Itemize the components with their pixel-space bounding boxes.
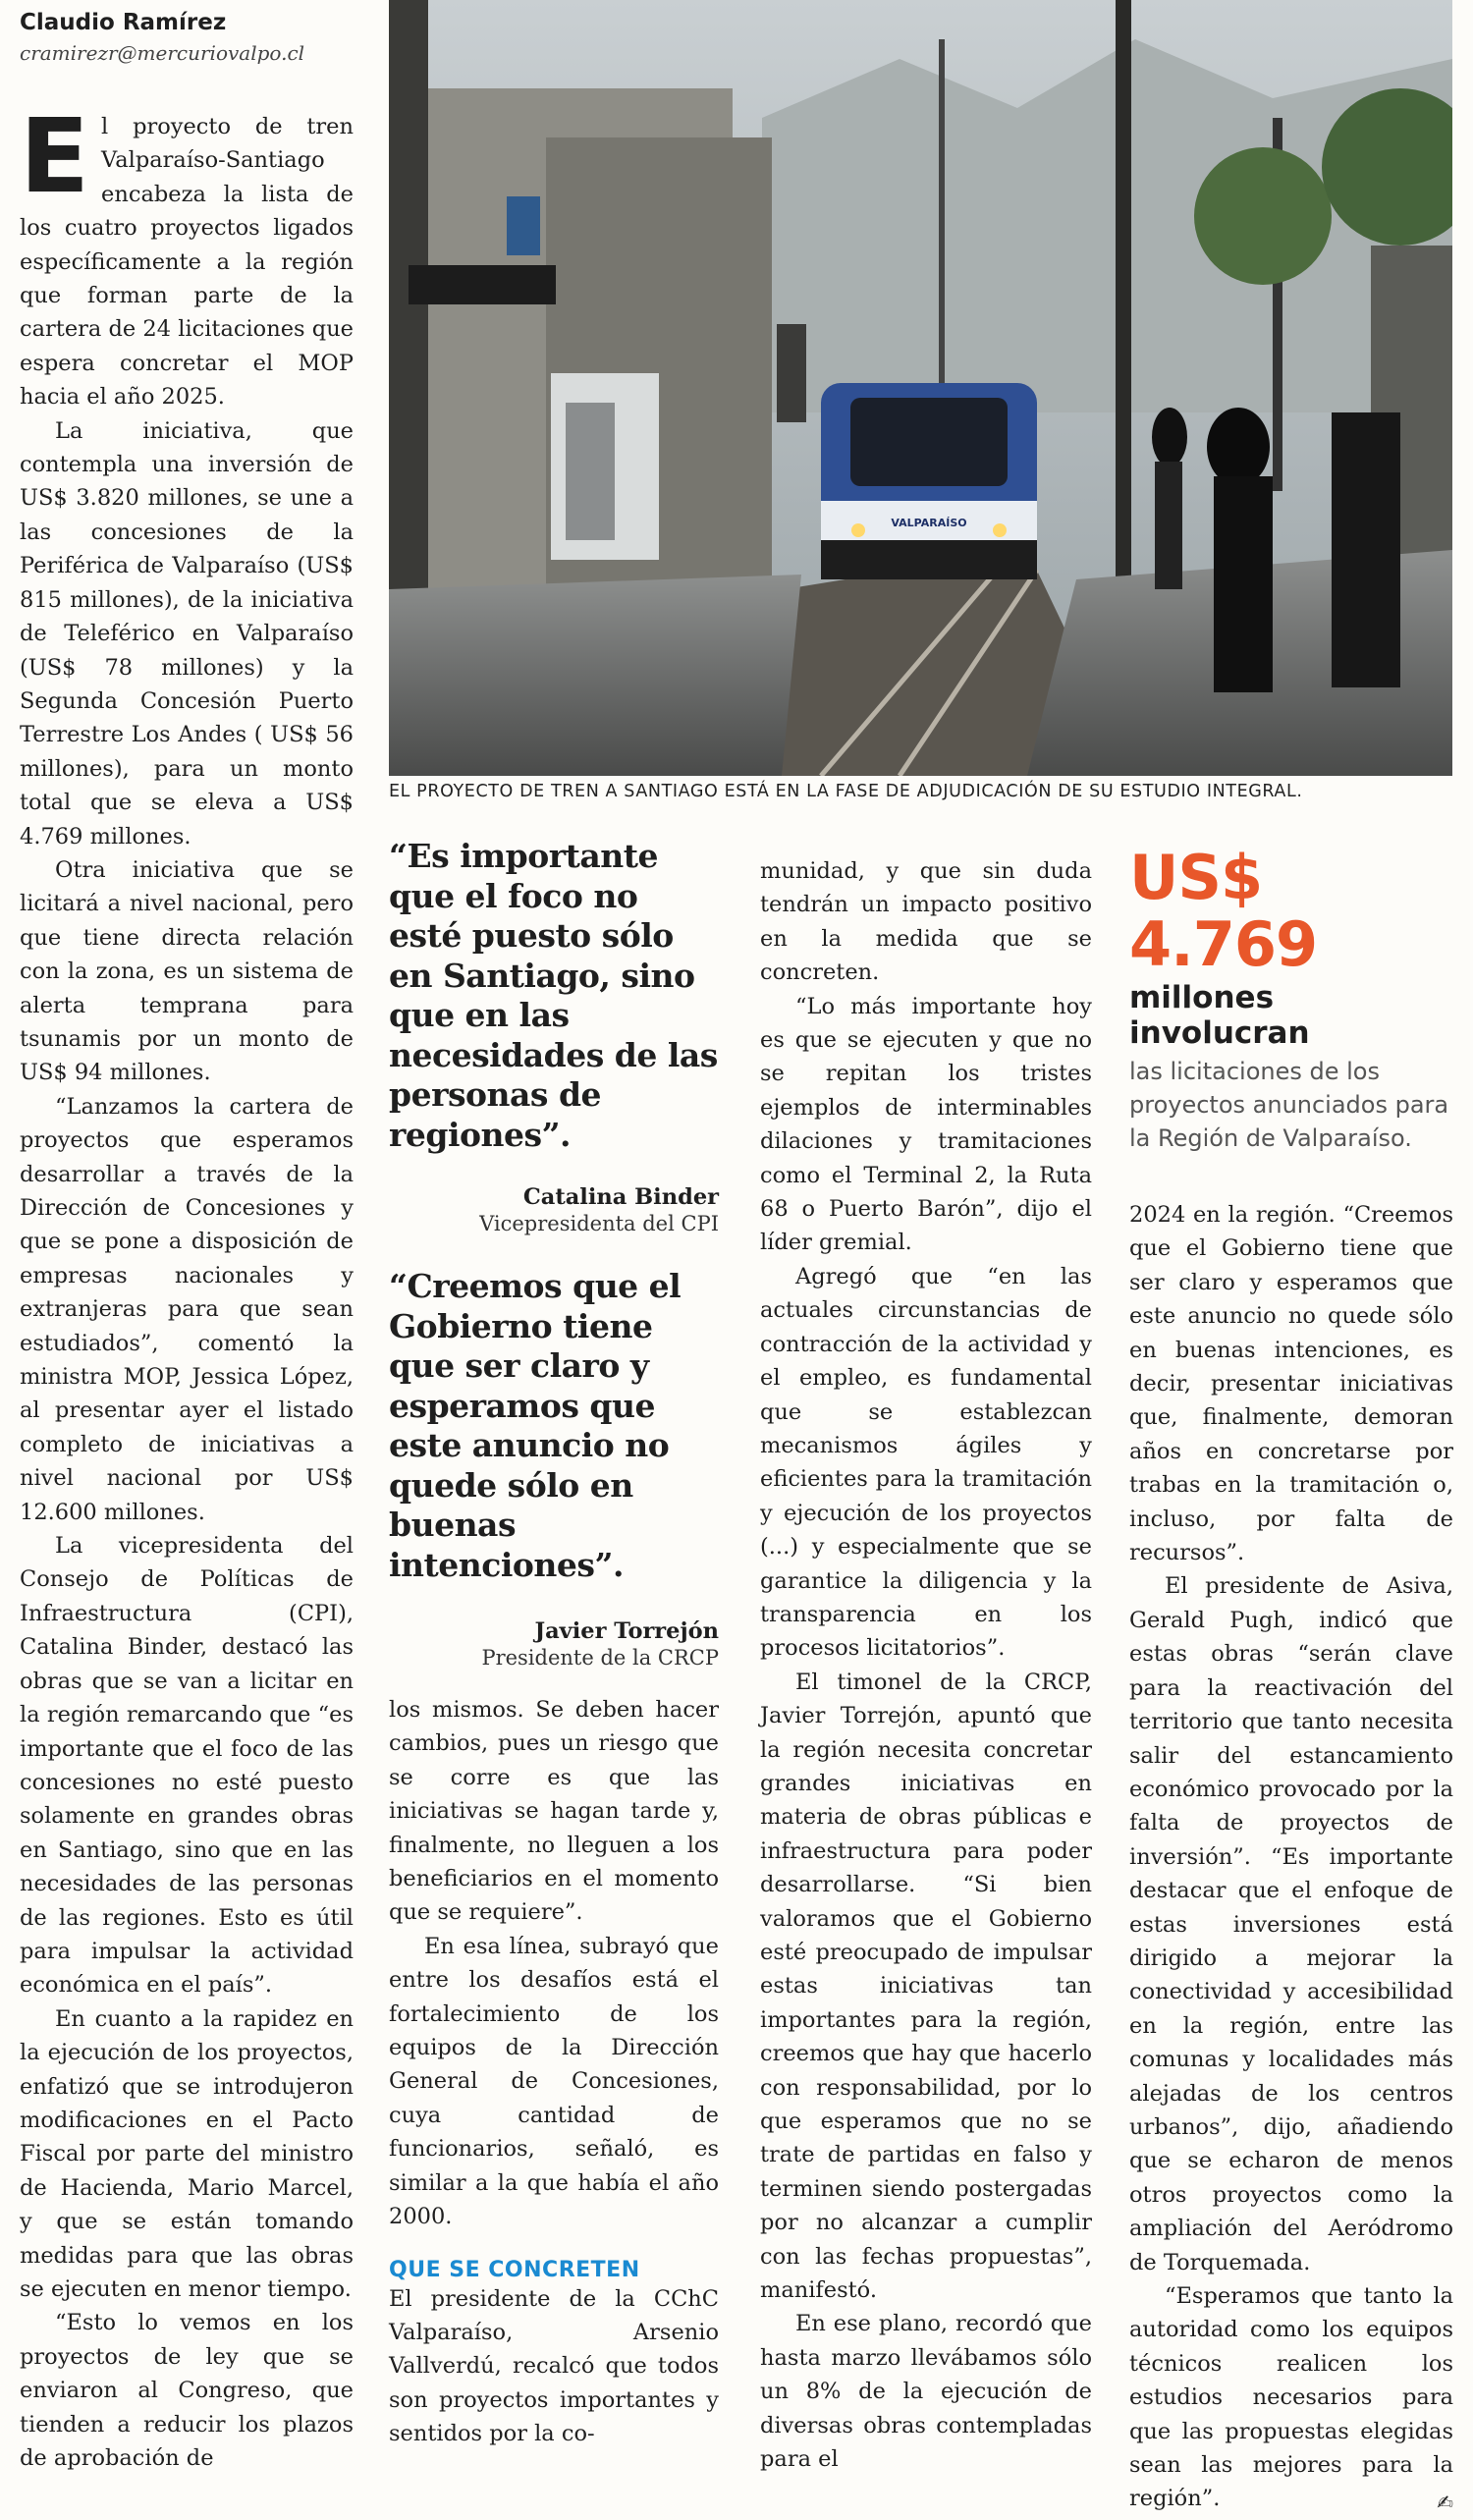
quote-1-role: Vicepresidenta del CPI bbox=[479, 1212, 719, 1235]
author-email[interactable]: cramirezr@mercuriovalpo.cl bbox=[20, 41, 305, 65]
key-figure-box bbox=[1129, 842, 1453, 1155]
train-sign: VALPARAÍSO bbox=[891, 517, 967, 529]
column-3 bbox=[760, 854, 1092, 2477]
paragraph: munidad, y que sin duda tendrán un impacto positivo en la medida que se concreten. bbox=[760, 858, 1092, 986]
section-subhead: QUE SE CONCRETEN bbox=[389, 2257, 640, 2282]
column-1 bbox=[20, 96, 354, 2475]
paragraph: los mismos. Se deben hacer cambios, pues un riesgo que se corre es que las iniciativas se hagan tarde y, finalmente, no lleguen a los beneficiarios en el momento que se requiere”. bbox=[389, 1697, 719, 1926]
paragraph: La vicepresidenta del Consejo de Políticas de Infraestructura (CPI), Catalina Binder, destacó las obras que se van a licitar en la región remarcando que “es importante que el foco de las concesiones no esté puesto solamente en grandes obras en Santiago, sino que en las necesidades de las personas de las regiones. Esto es útil para impulsar la actividad económica en el país”. bbox=[20, 1533, 354, 1999]
paragraph: En cuanto a la rapidez en la ejecución de los proyectos, enfatizó que se introdujeron modificaciones en el Pacto Fiscal por parte del ministro de Hacienda, Mario Marcel, y que se están tomando medidas para que las obras se ejecuten en menor tiempo. bbox=[20, 2005, 354, 2302]
paragraph: “Lanzamos la cartera de proyectos que esperamos desarrollar a través de la Dirección de Concesiones y que se pone a disposición de empresas nacionales y extranjeras para que sean estudiados”, comentó la ministra MOP, Jessica López, al presentar ayer el listado completo de iniciativas a nivel nacional por US$ 12.600 millones. bbox=[20, 1093, 354, 1525]
paragraph: El presidente de Asiva, Gerald Pugh, indicó que estas obras “serán clave para la reactivación del territorio que tanto necesita salir del estancamiento económico provocado por la falta de proyectos de inversión”. “Es importante destacar que el enfoque de estas inversiones está dirigido a mejorar la conectividad y accesibilidad en la región, entre las comunas y localidades más alejadas de los centros urbanos”, dijo, añadiendo que se echaron de menos otros proyectos como la ampliación del Aeródromo de Torquemada. bbox=[1129, 1573, 1453, 2275]
author-name: Claudio Ramírez bbox=[20, 10, 227, 35]
column-4 bbox=[1129, 842, 1453, 2520]
paragraph: “Esperamos que tanto la autoridad como los equipos técnicos realicen los estudios necesarios para que las propuestas elegidas sean las mejores para la región”. ✍ bbox=[1129, 2279, 1453, 2516]
paragraph: Agregó que “en las actuales circunstancias de contracción de la actividad y el empleo, es fundamental que se establezcan mecanismos ágiles y eficientes para la tramitación y ejecución de los proyectos (...) y especialmente que se garantice la diligencia y la transparencia en los procesos licitatorios”. bbox=[760, 1263, 1092, 1662]
quote-1-author: Catalina Binder bbox=[522, 1184, 719, 1210]
key-figure-label: millones involucran bbox=[1129, 980, 1310, 1051]
column-2 bbox=[389, 837, 719, 2451]
paragraph: 2024 en la región. “Creemos que el Gobierno tiene que ser claro y esperamos que este anuncio no quede sólo en buenas intenciones, es decir, presentar iniciativas que, finalmente, demoran años en concretarse por trabas en la tramitación o, incluso, por falta de recursos”. bbox=[1129, 1202, 1453, 1566]
byline bbox=[20, 10, 354, 65]
drop-cap: E bbox=[20, 96, 90, 216]
quote-2-author: Javier Torrejón bbox=[534, 1618, 719, 1644]
key-figure-number: US$ 4.769 bbox=[1129, 842, 1318, 980]
end-mark-icon: ✍ bbox=[1437, 2491, 1453, 2515]
train-station-photo bbox=[389, 0, 1452, 776]
paragraph: “Lo más importante hoy es que se ejecuten y que no se repitan los tristes ejemplos de interminables dilaciones y tramitaciones como el Terminal 2, la Ruta 68 o Puerto Barón”, dijo el líder gremial. bbox=[760, 993, 1092, 1256]
key-figure-description: las licitaciones de los proyectos anunciados para la Región de Valparaíso. bbox=[1129, 1058, 1449, 1152]
pull-quote-1: “Es importante que el foco no esté puesto sólo en Santiago, sino que en las necesidades de las personas de regiones”. bbox=[389, 837, 718, 1154]
pull-quote-2: “Creemos que el Gobierno tiene que ser claro y esperamos que este anuncio no quede sólo en buenas intenciones”. bbox=[389, 1267, 682, 1584]
paragraph: Otra iniciativa que se licitará a nivel nacional, pero que tiene directa relación con la zona, es un sistema de alerta temprana para tsunamis por un monto de US$ 94 millones. bbox=[20, 856, 354, 1086]
paragraph: En ese plano, recordó que hasta marzo llevábamos sólo un 8% de la ejecución de diversas obras contempladas para el bbox=[760, 2311, 1092, 2473]
photo-caption: EL PROYECTO DE TREN A SANTIAGO ESTÁ EN LA FASE DE ADJUDICACIÓN DE SU ESTUDIO INTEGRAL. bbox=[389, 782, 1303, 801]
paragraph: El presidente de la CChC Valparaíso, Arsenio Vallverdú, recalcó que todos son proyectos importantes y sentidos por la co- bbox=[389, 2285, 719, 2447]
paragraph: En esa línea, subrayó que entre los desafíos está el fortalecimiento de los equipos de la Dirección General de Concesiones, cuya cantidad de funcionarios, señaló, es similar a la que había el año 2000. bbox=[389, 1933, 719, 2230]
paragraph: La iniciativa, que contempla una inversión de US$ 3.820 millones, se une a las concesiones de la Periférica de Valparaíso (US$ 815 millones), de la iniciativa de Teleférico en Valparaíso (US$ 78 millones) y la Segunda Concesión Puerto Terrestre Los Andes ( US$ 56 millones), para un monto total que se eleva a US$ 4.769 millones. bbox=[20, 417, 354, 849]
quote-2-role: Presidente de la CRCP bbox=[481, 1646, 719, 1670]
paragraph: “Esto lo vemos en los proyectos de ley que se enviaron al Congreso, que tienden a reducir los plazos de aprobación de bbox=[20, 2310, 354, 2472]
paragraph: El timonel de la CRCP, Javier Torrejón, apuntó que la región necesita concretar grandes iniciativas en materia de obras públicas e infraestructura para poder desarrollarse. “Si bien valoramos que el Gobierno esté preocupado de impulsar estas iniciativas tan importantes para la región, creemos que hay que hacerlo con responsabilidad, por lo que esperamos que no se trate de partidas en falso y terminen siendo postergadas por no alcanzar a cumplir con las fechas propuestas”, manifestó. bbox=[760, 1669, 1092, 2304]
lead-paragraph: El proyecto de tren Valparaíso-Santiago encabeza la lista de los cuatro proyectos ligados específicamente a la región que forman parte de la cartera de 24 licitaciones que espera concretar el MOP hacia el año 2025. bbox=[20, 96, 354, 411]
